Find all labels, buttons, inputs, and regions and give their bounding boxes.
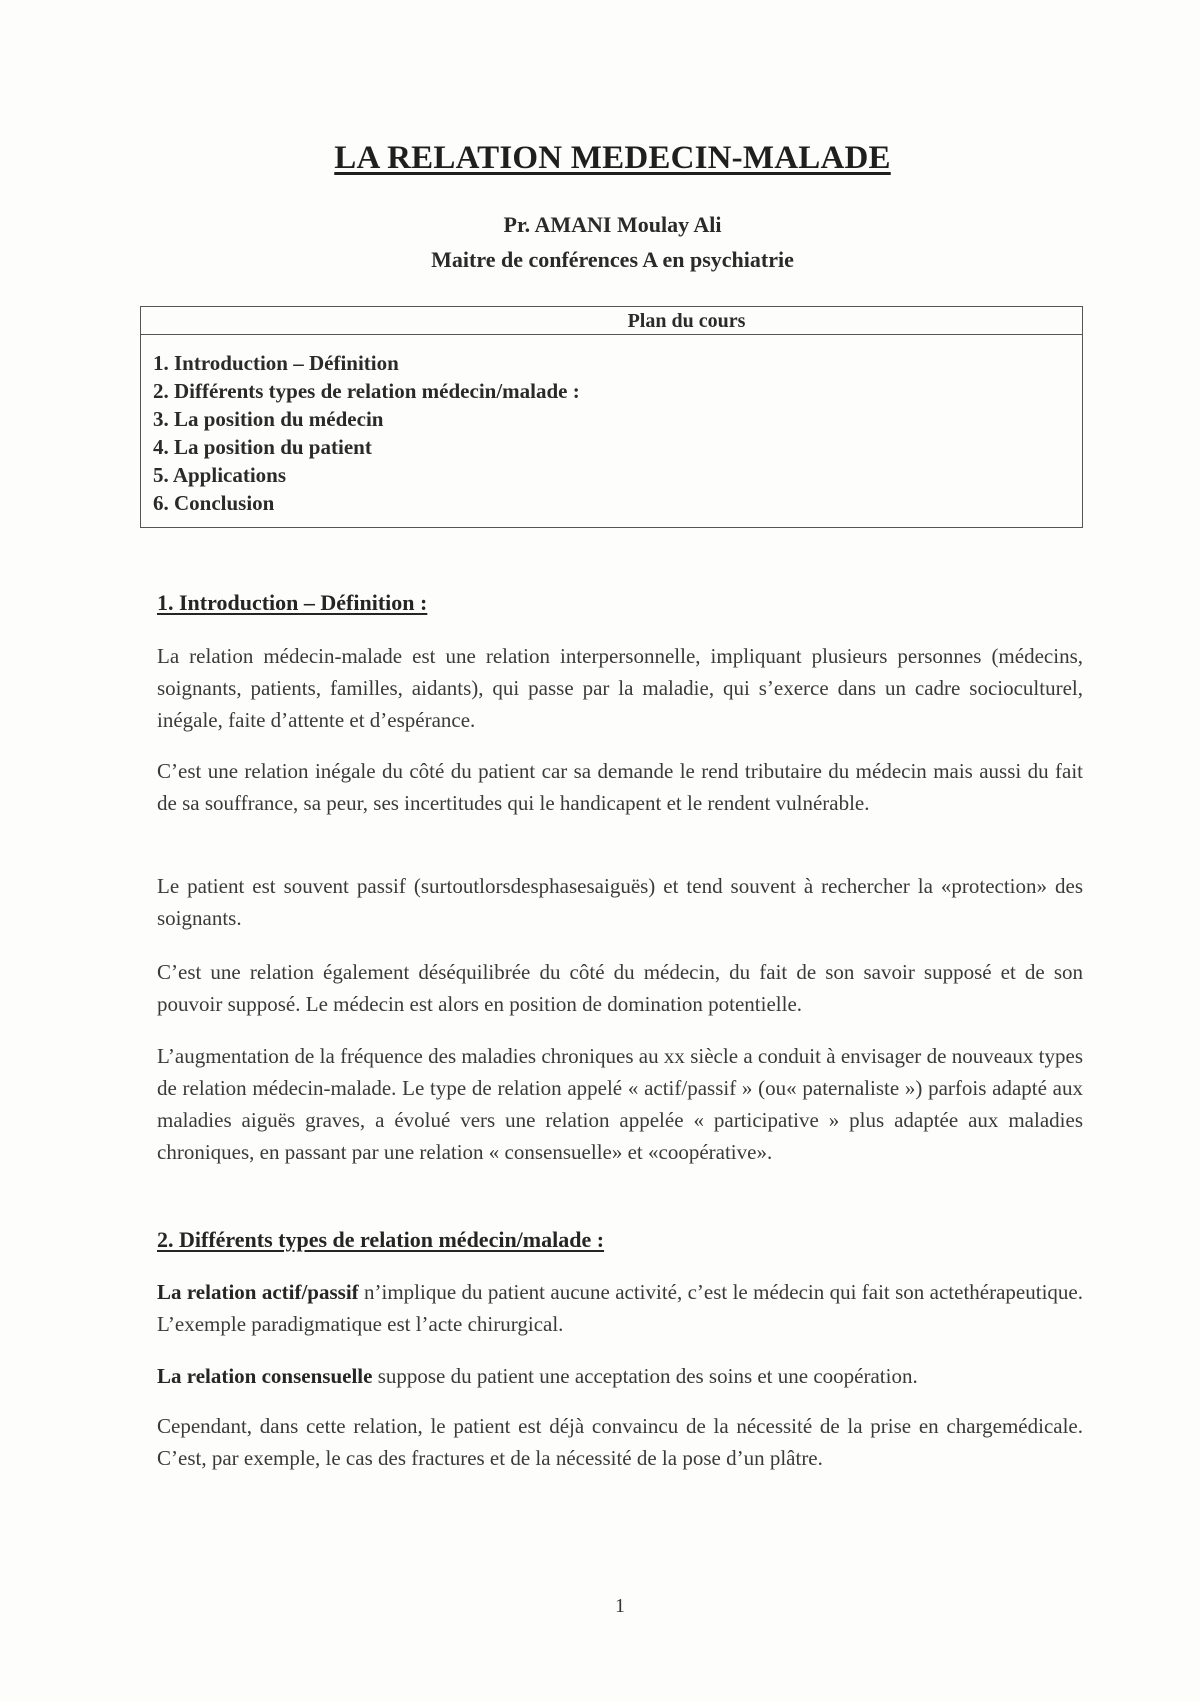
plan-item: 2. Différents types de relation médecin/malade : xyxy=(153,379,580,403)
page-number: 1 xyxy=(615,1595,625,1617)
course-plan-box xyxy=(140,306,1083,528)
paragraph: C’est une relation également déséquilibrée du côté du médecin, du fait de son savoir supposé et de son pouvoir supposé. Le médecin est alors en position de domination potentielle. xyxy=(157,960,1083,1016)
document-title: LA RELATION MEDECIN-MALADE xyxy=(334,140,891,176)
plan-item: 1. Introduction – Définition xyxy=(153,351,399,375)
paragraph-text: n’implique du patient aucune activité, c’est le médecin qui fait son actethérapeutique. L’exemple paradigmatique est l’acte chirurgical. xyxy=(157,1280,1083,1336)
plan-item: 5. Applications xyxy=(153,463,287,487)
section-heading-relation-types: 2. Différents types de relation médecin/malade : xyxy=(157,1227,605,1252)
paragraph: C’est une relation inégale du côté du patient car sa demande le rend tributaire du médecin mais aussi du fait de sa souffrance, sa peur, ses incertitudes qui le handicapent et le rendent vulnérable. xyxy=(157,759,1083,815)
term-consensuelle: La relation consensuelle xyxy=(157,1364,373,1388)
plan-header: Plan du cours xyxy=(141,307,1082,335)
plan-list xyxy=(141,335,1082,517)
paragraph-consensuelle xyxy=(157,1360,1083,1392)
paragraph: La relation médecin-malade est une relation interpersonnelle, impliquant plusieurs personnes (médecins, soignants, patients, familles, aidants), qui passe par la maladie, qui s’exerce dans un cadre socioculturel, inégale, faite d’attente et d’espérance. xyxy=(157,644,1083,732)
plan-item: 6. Conclusion xyxy=(153,491,275,515)
author-role: Maitre de conférences A en psychiatrie xyxy=(431,247,794,272)
author-name: Pr. AMANI Moulay Ali xyxy=(503,212,722,237)
plan-item: 3. La position du médecin xyxy=(153,407,384,431)
paragraph: Le patient est souvent passif (surtoutlorsdesphasesaiguës) et tend souvent à rechercher la «protection» des soignants. xyxy=(157,874,1083,930)
paragraph: Cependant, dans cette relation, le patient est déjà convaincu de la nécessité de la prise en chargemédicale. C’est, par exemple, le cas des fractures et de la nécessité de la pose d’un plâtre. xyxy=(157,1414,1083,1470)
paragraph-text: suppose du patient une acceptation des soins et une coopération. xyxy=(372,1364,918,1388)
plan-item: 4. La position du patient xyxy=(153,435,372,459)
paragraph-actif-passif xyxy=(157,1276,1083,1340)
paragraph: L’augmentation de la fréquence des maladies chroniques au xx siècle a conduit à envisager de nouveaux types de relation médecin-malade. Le type de relation appelé « actif/passif » (ou« paternaliste ») parfois adapté aux maladies aiguës graves, a évolué vers une relation appelée « participative » plus adaptée aux maladies chroniques, en passant par une relation « consensuelle» et «coopérative». xyxy=(157,1044,1083,1164)
section-heading-introduction: 1. Introduction – Définition : xyxy=(157,590,428,615)
term-actif-passif: La relation actif/passif xyxy=(157,1280,359,1304)
